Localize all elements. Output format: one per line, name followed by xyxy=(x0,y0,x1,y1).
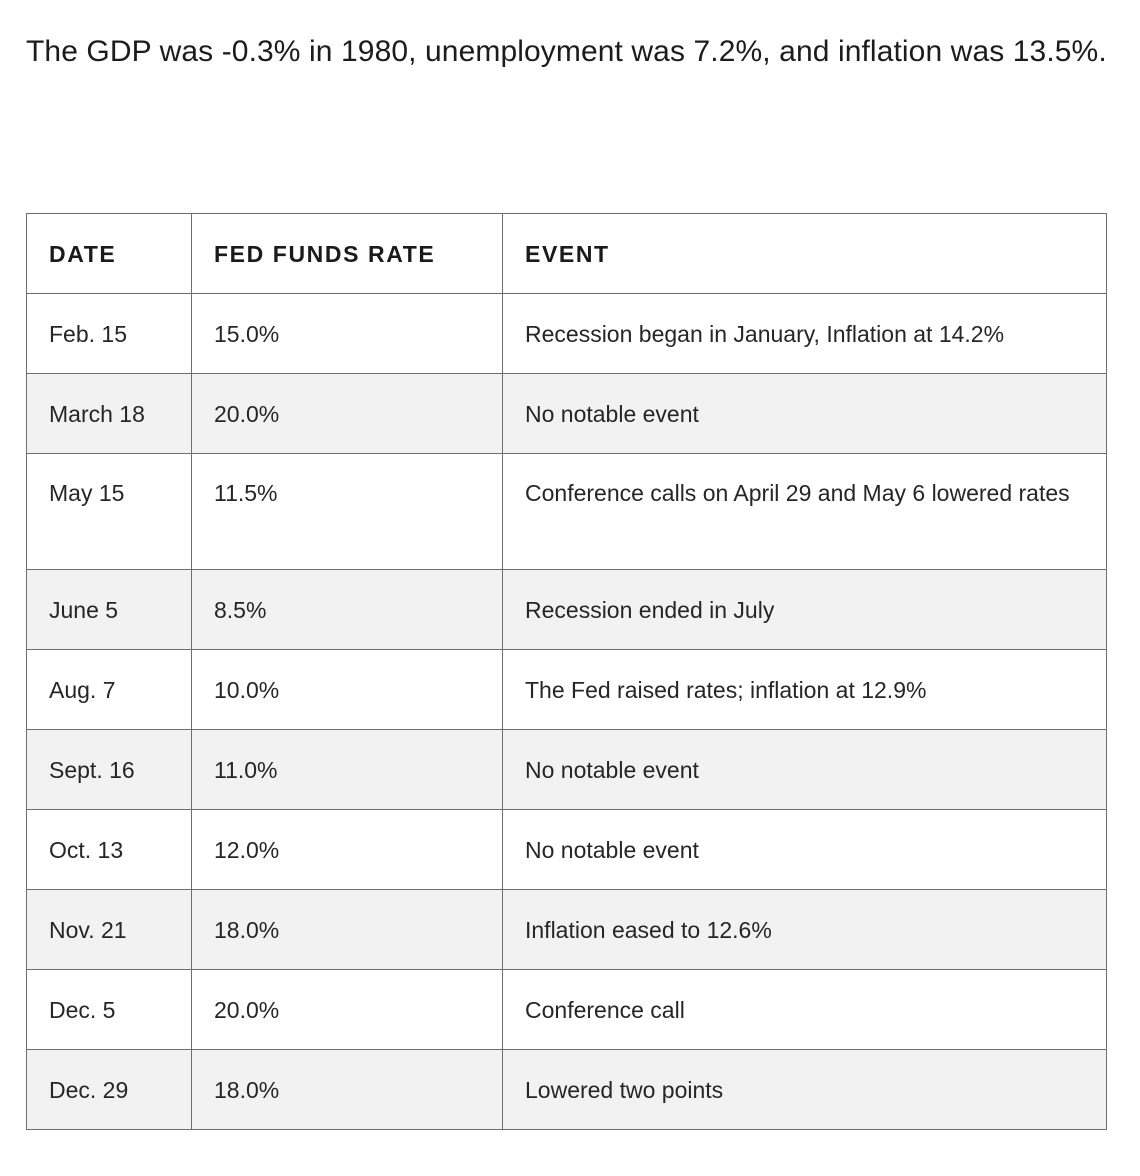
cell-event: Conference call xyxy=(503,970,1107,1050)
cell-event: No notable event xyxy=(503,810,1107,890)
cell-rate: 12.0% xyxy=(192,810,503,890)
header-event: EVENT xyxy=(503,214,1107,294)
table-row xyxy=(27,1050,1107,1130)
cell-event: The Fed raised rates; inflation at 12.9% xyxy=(503,650,1107,730)
cell-event: No notable event xyxy=(503,374,1107,454)
table-row xyxy=(27,970,1107,1050)
cell-rate: 15.0% xyxy=(192,294,503,374)
cell-rate: 20.0% xyxy=(192,374,503,454)
cell-date: Nov. 21 xyxy=(27,890,192,970)
cell-date: Dec. 5 xyxy=(27,970,192,1050)
table-row xyxy=(27,650,1107,730)
table-row xyxy=(27,810,1107,890)
cell-date: Feb. 15 xyxy=(27,294,192,374)
cell-event: Recession began in January, Inflation at 14.2% xyxy=(503,294,1107,374)
cell-date: May 15 xyxy=(27,454,192,570)
table-row xyxy=(27,374,1107,454)
cell-rate: 11.5% xyxy=(192,454,503,570)
cell-rate: 18.0% xyxy=(192,1050,503,1130)
cell-rate: 20.0% xyxy=(192,970,503,1050)
cell-event: Inflation eased to 12.6% xyxy=(503,890,1107,970)
cell-event: Recession ended in July xyxy=(503,570,1107,650)
cell-rate: 18.0% xyxy=(192,890,503,970)
cell-event: No notable event xyxy=(503,730,1107,810)
header-fed-funds-rate: FED FUNDS RATE xyxy=(192,214,503,294)
cell-date: Sept. 16 xyxy=(27,730,192,810)
cell-date: June 5 xyxy=(27,570,192,650)
header-date: DATE xyxy=(27,214,192,294)
table-row xyxy=(27,570,1107,650)
cell-event: Conference calls on April 29 and May 6 lowered rates xyxy=(503,454,1107,570)
cell-date: Aug. 7 xyxy=(27,650,192,730)
table-row xyxy=(27,454,1107,570)
cell-date: March 18 xyxy=(27,374,192,454)
cell-rate: 10.0% xyxy=(192,650,503,730)
table-row xyxy=(27,730,1107,810)
table-header-row xyxy=(27,214,1107,294)
cell-event: Lowered two points xyxy=(503,1050,1107,1130)
intro-paragraph: The GDP was -0.3% in 1980, unemployment was 7.2%, and inflation was 13.5%. xyxy=(26,35,1107,68)
cell-rate: 8.5% xyxy=(192,570,503,650)
cell-date: Oct. 13 xyxy=(27,810,192,890)
fed-funds-rate-table xyxy=(26,213,1107,1130)
table-row xyxy=(27,294,1107,374)
cell-date: Dec. 29 xyxy=(27,1050,192,1130)
cell-rate: 11.0% xyxy=(192,730,503,810)
table-row xyxy=(27,890,1107,970)
